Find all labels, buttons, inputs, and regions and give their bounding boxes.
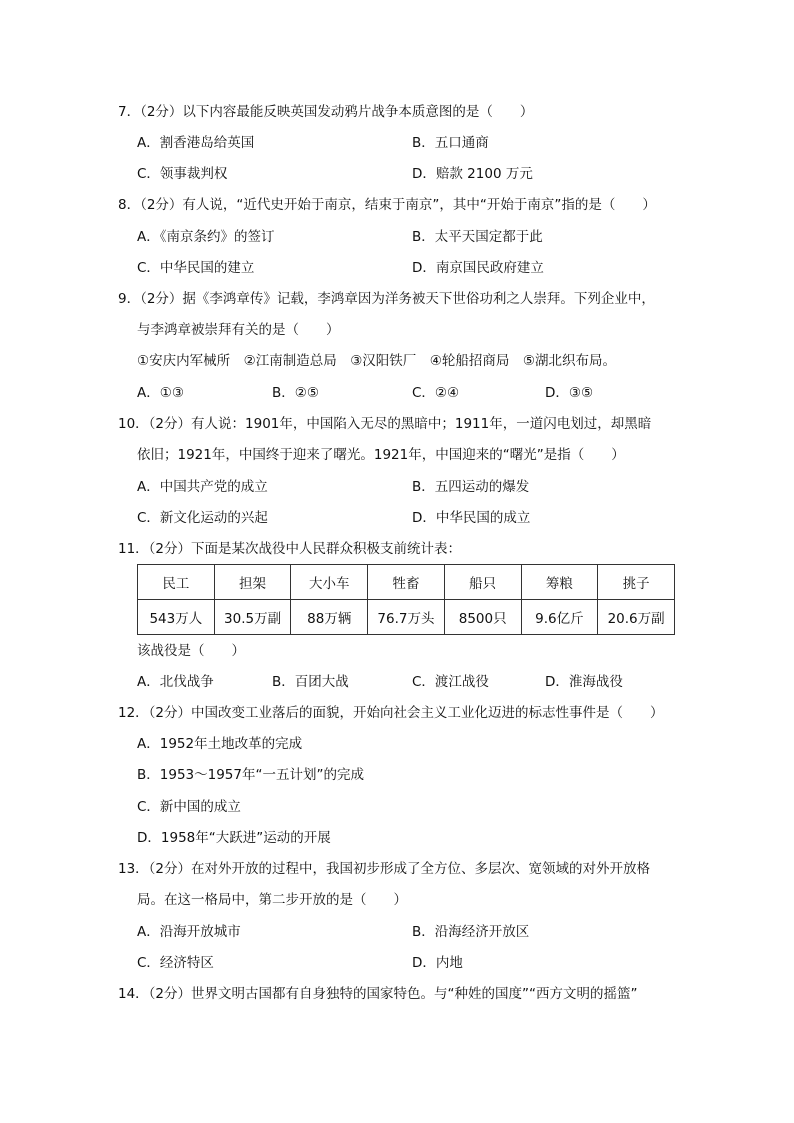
q12-option-a: A．1952年土地改革的完成 xyxy=(137,736,303,752)
question-7-stem: 7．（2分）以下内容最能反映英国发动鸦片战争本质意图的是（ ） xyxy=(118,104,534,120)
question-9-stem-line2: 与李鸿章被崇拜有关的是（ ） xyxy=(137,322,340,338)
q9-option-a: A．①③ xyxy=(137,385,184,401)
table-header-cell: 挑子 xyxy=(598,565,675,600)
table-cell: 20.6万副 xyxy=(598,600,675,635)
q10-option-a: A．中国共产党的成立 xyxy=(137,479,268,495)
q12-option-d: D．1958年“大跃进”运动的开展 xyxy=(137,830,331,846)
question-13-stem-line2: 局。在这一格局中，第二步开放的是（ ） xyxy=(137,892,407,908)
question-10-stem-line1: 10．（2分）有人说：1901年，中国陷入无尽的黑暗中；1911年，一道闪电划过，却黑暗 xyxy=(118,416,652,432)
table-header-cell: 牲畜 xyxy=(368,565,445,600)
q12-option-b: B．1953～1957年“一五计划”的完成 xyxy=(137,767,364,783)
q9-enterprise-list: ①安庆内军械所 ②江南制造总局 ③汉阳铁厂 ④轮船招商局 ⑤湖北织布局。 xyxy=(137,353,617,369)
q13-option-a: A．沿海开放城市 xyxy=(137,924,241,940)
question-11-stem: 11．（2分）下面是某次战役中人民群众积极支前统计表： xyxy=(118,541,462,557)
q11-option-b: B．百团大战 xyxy=(272,674,349,690)
table-header-cell: 大小车 xyxy=(291,565,368,600)
question-11-followup: 该战役是（ ） xyxy=(137,643,245,659)
table-header-row xyxy=(138,565,675,600)
table-header-cell: 担架 xyxy=(214,565,291,600)
q7-option-a: A．割香港岛给英国 xyxy=(137,135,255,151)
q10-option-c: C．新文化运动的兴起 xyxy=(137,510,268,526)
q7-option-c: C．领事裁判权 xyxy=(137,166,228,182)
table-row xyxy=(138,600,675,635)
question-13-stem-line1: 13．（2分）在对外开放的过程中，我国初步形成了全方位、多层次、宽领域的对外开放格 xyxy=(118,861,651,877)
table-cell: 9.6亿斤 xyxy=(521,600,598,635)
q11-option-d: D．淮海战役 xyxy=(545,674,623,690)
question-8-stem: 8．（2分）有人说，“近代史开始于南京，结束于南京”，其中“开始于南京”指的是（ ） xyxy=(118,197,656,213)
q9-option-c: C．②④ xyxy=(412,385,460,401)
table-cell: 88万辆 xyxy=(291,600,368,635)
q8-option-b: B．太平天国定都于此 xyxy=(412,229,543,245)
question-10-stem-line2: 依旧；1921年，中国终于迎来了曙光。1921年，中国迎来的“曙光”是指（ ） xyxy=(137,447,625,463)
table-header-cell: 船只 xyxy=(444,565,521,600)
q13-option-d: D．内地 xyxy=(412,955,463,971)
q9-option-d: D．③⑤ xyxy=(545,385,594,401)
q10-option-d: D．中华民国的成立 xyxy=(412,510,531,526)
question-14-stem-line1: 14．（2分）世界文明古国都有自身独特的国家特色。与“种姓的国度”“西方文明的摇篮” xyxy=(118,986,638,1002)
q11-option-c: C．渡江战役 xyxy=(412,674,489,690)
q8-option-c: C．中华民国的建立 xyxy=(137,260,255,276)
q7-option-d: D．赔款 2100 万元 xyxy=(412,166,533,182)
table-cell: 8500只 xyxy=(444,600,521,635)
table-header-cell: 民工 xyxy=(138,565,215,600)
support-statistics-table xyxy=(137,564,675,635)
q8-option-a: A．《南京条约》的签订 xyxy=(137,229,275,245)
question-12-stem: 12．（2分）中国改变工业落后的面貌，开始向社会主义工业化迈进的标志性事件是（ ） xyxy=(118,705,664,721)
q8-option-d: D．南京国民政府建立 xyxy=(412,260,544,276)
q12-option-c: C．新中国的成立 xyxy=(137,799,241,815)
table-header-cell: 筹粮 xyxy=(521,565,598,600)
q11-option-a: A．北伐战争 xyxy=(137,674,214,690)
table-cell: 543万人 xyxy=(138,600,215,635)
table-cell: 30.5万副 xyxy=(214,600,291,635)
q9-option-b: B．②⑤ xyxy=(272,385,319,401)
q7-option-b: B．五口通商 xyxy=(412,135,489,151)
q10-option-b: B．五四运动的爆发 xyxy=(412,479,530,495)
question-9-stem-line1: 9．（2分）据《李鸿章传》记载，李鸿章因为洋务被天下世俗功利之人崇拜。下列企业中， xyxy=(118,291,655,307)
table-cell: 76.7万头 xyxy=(368,600,445,635)
q13-option-c: C．经济特区 xyxy=(137,955,214,971)
q13-option-b: B．沿海经济开放区 xyxy=(412,924,530,940)
